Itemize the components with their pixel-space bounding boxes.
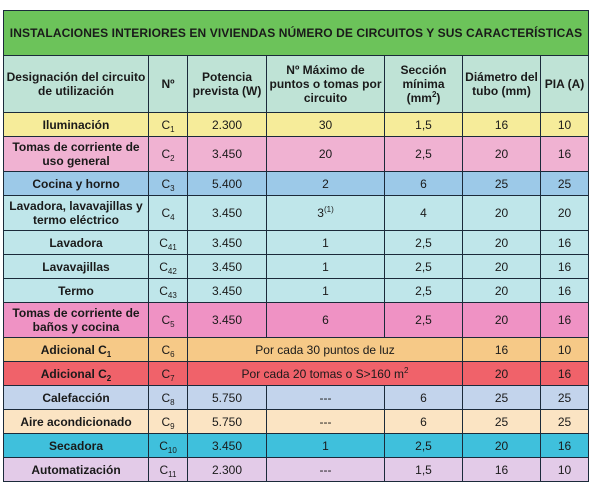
cell-puntos bbox=[267, 196, 385, 231]
cell-designacion bbox=[4, 410, 149, 434]
cell-puntos bbox=[267, 410, 385, 434]
cell-numero bbox=[149, 196, 188, 231]
seccion-value: 6 bbox=[420, 414, 427, 429]
cell-seccion bbox=[385, 386, 463, 410]
diametro-value: 16 bbox=[494, 462, 509, 477]
cell-pia bbox=[541, 279, 589, 303]
cell-merged bbox=[188, 362, 463, 386]
cell-merged bbox=[188, 338, 463, 362]
cell-numero bbox=[149, 434, 188, 458]
cell-pia bbox=[541, 458, 589, 482]
cell-pia bbox=[541, 338, 589, 362]
puntos-value: 30 bbox=[318, 117, 333, 132]
circuit-name: Cocina y horno bbox=[32, 176, 120, 191]
cell-designacion bbox=[4, 338, 149, 362]
circuit-code: C bbox=[159, 438, 168, 453]
pia-value: 20 bbox=[557, 206, 572, 220]
header-diametro: Diámetro del tubo (mm) bbox=[463, 56, 541, 113]
puntos-value: 20 bbox=[318, 147, 333, 161]
table-row bbox=[4, 172, 589, 196]
cell-diametro bbox=[463, 279, 541, 303]
potencia-value: 3.450 bbox=[211, 259, 243, 274]
seccion-value: 2,5 bbox=[415, 147, 432, 161]
header-pia: PIA (A) bbox=[541, 56, 589, 113]
circuit-name: Lavadora, lavavajillas y termo eléctrico bbox=[9, 199, 143, 227]
pia-value: 10 bbox=[557, 117, 572, 132]
header-potencia: Potencia prevista (W) bbox=[188, 56, 267, 113]
cell-designacion bbox=[4, 137, 149, 172]
cell-numero bbox=[149, 386, 188, 410]
puntos-value: 1 bbox=[322, 259, 329, 274]
cell-potencia bbox=[188, 410, 267, 434]
cell-pia bbox=[541, 362, 589, 386]
header-seccion-sup: 2 bbox=[431, 90, 437, 99]
circuit-code: C bbox=[159, 235, 168, 250]
circuit-name: Tomas de corriente de baños y cocina bbox=[12, 306, 140, 334]
puntos-value: 1 bbox=[322, 283, 329, 298]
diametro-value: 20 bbox=[494, 366, 509, 381]
cell-seccion bbox=[385, 137, 463, 172]
puntos-value: 6 bbox=[322, 313, 329, 327]
circuit-code: C bbox=[161, 176, 171, 191]
cell-diametro bbox=[463, 458, 541, 482]
pia-value: 10 bbox=[557, 342, 572, 357]
cell-designacion bbox=[4, 255, 149, 279]
cell-designacion bbox=[4, 231, 149, 255]
diametro-value: 25 bbox=[494, 176, 509, 191]
diametro-value: 20 bbox=[494, 259, 509, 274]
table-row bbox=[4, 279, 589, 303]
cell-pia bbox=[541, 303, 589, 338]
circuit-name: Tomas de corriente de uso general bbox=[12, 140, 140, 168]
header-puntos: Nº Máximo de puntos o tomas por circuito bbox=[267, 56, 385, 113]
pia-value: 16 bbox=[557, 313, 572, 327]
table-title: INSTALACIONES INTERIORES EN VIVIENDAS NÚMERO DE CIRCUITOS Y SUS CARACTERÍSTICAS bbox=[4, 11, 589, 56]
circuit-code: C bbox=[159, 259, 168, 274]
circuits-table bbox=[3, 10, 589, 482]
diametro-value: 20 bbox=[494, 283, 509, 298]
cell-seccion bbox=[385, 279, 463, 303]
cell-potencia bbox=[188, 231, 267, 255]
circuit-code-sub: 10 bbox=[167, 445, 177, 455]
puntos-value: 2 bbox=[322, 176, 329, 191]
cell-diametro bbox=[463, 196, 541, 231]
cell-potencia bbox=[188, 137, 267, 172]
potencia-value: 3.450 bbox=[211, 206, 243, 220]
cell-designacion bbox=[4, 279, 149, 303]
diametro-value: 16 bbox=[494, 342, 509, 357]
puntos-value: 1 bbox=[322, 235, 329, 250]
cell-numero bbox=[149, 113, 188, 137]
merged-text: Por cada 30 puntos de luz bbox=[255, 342, 395, 357]
circuit-code-sub: 1 bbox=[170, 124, 175, 134]
potencia-value: 5.750 bbox=[211, 390, 243, 405]
circuit-code: C bbox=[161, 342, 171, 357]
potencia-value: 3.450 bbox=[211, 313, 243, 327]
cell-puntos bbox=[267, 458, 385, 482]
circuit-code: C bbox=[161, 117, 171, 132]
diametro-value: 25 bbox=[494, 414, 509, 429]
seccion-value: 2,5 bbox=[415, 283, 432, 298]
diametro-value: 20 bbox=[494, 206, 509, 220]
cell-diametro bbox=[463, 338, 541, 362]
header-seccion-end: ) bbox=[436, 91, 441, 105]
cell-seccion bbox=[385, 113, 463, 137]
pia-value: 16 bbox=[557, 147, 572, 161]
cell-seccion bbox=[385, 303, 463, 338]
merged-text: Por cada 20 tomas o S>160 m bbox=[241, 366, 404, 381]
table-row bbox=[4, 386, 589, 410]
cell-potencia bbox=[188, 434, 267, 458]
circuit-code-sub: 43 bbox=[167, 290, 177, 300]
seccion-value: 2,5 bbox=[415, 235, 432, 250]
cell-designacion bbox=[4, 362, 149, 386]
pia-value: 16 bbox=[557, 366, 572, 381]
table-row bbox=[4, 137, 589, 172]
cell-diametro bbox=[463, 362, 541, 386]
cell-puntos bbox=[267, 303, 385, 338]
pia-value: 25 bbox=[557, 414, 572, 429]
circuit-code: C bbox=[161, 390, 171, 405]
pia-value: 16 bbox=[557, 283, 572, 298]
cell-designacion bbox=[4, 113, 149, 137]
header-seccion-text: Sección mínima (mm bbox=[400, 63, 447, 105]
cell-pia bbox=[541, 196, 589, 231]
cell-diametro bbox=[463, 137, 541, 172]
puntos-note: (1) bbox=[323, 205, 334, 214]
table-row bbox=[4, 113, 589, 137]
potencia-value: 3.450 bbox=[211, 283, 243, 298]
cell-designacion bbox=[4, 303, 149, 338]
diametro-value: 25 bbox=[494, 390, 509, 405]
seccion-value: 6 bbox=[420, 176, 427, 191]
circuit-name: Adicional C bbox=[40, 366, 107, 381]
seccion-value: 1,5 bbox=[415, 462, 432, 477]
cell-puntos bbox=[267, 231, 385, 255]
cell-seccion bbox=[385, 172, 463, 196]
header-row bbox=[4, 56, 589, 113]
cell-potencia bbox=[188, 279, 267, 303]
circuit-name: Automatización bbox=[31, 462, 121, 477]
cell-pia bbox=[541, 386, 589, 410]
pia-value: 25 bbox=[557, 390, 572, 405]
circuit-name: Secadora bbox=[48, 438, 104, 453]
cell-pia bbox=[541, 434, 589, 458]
pia-value: 16 bbox=[557, 235, 572, 250]
cell-designacion bbox=[4, 172, 149, 196]
cell-potencia bbox=[188, 303, 267, 338]
circuit-name-sub: 1 bbox=[106, 349, 112, 359]
puntos-value: 1 bbox=[322, 438, 329, 453]
merged-sup: 2 bbox=[403, 365, 409, 375]
cell-diametro bbox=[463, 255, 541, 279]
circuit-code-sub: 7 bbox=[170, 373, 175, 383]
cell-pia bbox=[541, 172, 589, 196]
table-row bbox=[4, 255, 589, 279]
cell-numero bbox=[149, 362, 188, 386]
diametro-value: 20 bbox=[494, 147, 509, 161]
circuit-code-sub: 41 bbox=[167, 242, 177, 252]
table-row bbox=[4, 196, 589, 231]
diametro-value: 20 bbox=[494, 438, 509, 453]
cell-puntos bbox=[267, 113, 385, 137]
circuit-code: C bbox=[161, 414, 171, 429]
circuit-name: Calefacción bbox=[42, 390, 110, 405]
cell-diametro bbox=[463, 386, 541, 410]
table-row bbox=[4, 410, 589, 434]
circuit-code-sub: 2 bbox=[170, 154, 175, 163]
cell-diametro bbox=[463, 410, 541, 434]
cell-numero bbox=[149, 137, 188, 172]
circuit-code-sub: 42 bbox=[167, 266, 177, 276]
circuit-name: Aire acondicionado bbox=[20, 414, 132, 429]
cell-puntos bbox=[267, 386, 385, 410]
cell-designacion bbox=[4, 196, 149, 231]
circuit-code-sub: 3 bbox=[170, 183, 175, 193]
pia-value: 16 bbox=[557, 438, 572, 453]
cell-seccion bbox=[385, 255, 463, 279]
cell-potencia bbox=[188, 172, 267, 196]
table-row bbox=[4, 458, 589, 482]
potencia-value: 3.450 bbox=[211, 235, 243, 250]
table-row bbox=[4, 231, 589, 255]
header-seccion bbox=[385, 56, 463, 113]
cell-designacion bbox=[4, 458, 149, 482]
cell-seccion bbox=[385, 231, 463, 255]
cell-puntos bbox=[267, 434, 385, 458]
diametro-value: 16 bbox=[494, 117, 509, 132]
cell-numero bbox=[149, 255, 188, 279]
cell-numero bbox=[149, 303, 188, 338]
table-row bbox=[4, 362, 589, 386]
circuit-code: C bbox=[161, 206, 171, 220]
cell-numero bbox=[149, 338, 188, 362]
cell-puntos bbox=[267, 172, 385, 196]
cell-potencia bbox=[188, 255, 267, 279]
cell-puntos bbox=[267, 255, 385, 279]
pia-value: 25 bbox=[557, 176, 572, 191]
seccion-value: 4 bbox=[420, 206, 427, 220]
circuit-code-sub: 5 bbox=[170, 320, 175, 329]
pia-value: 16 bbox=[557, 259, 572, 274]
table-body bbox=[4, 113, 589, 482]
cell-numero bbox=[149, 231, 188, 255]
puntos-value: --- bbox=[319, 390, 332, 405]
cell-potencia bbox=[188, 386, 267, 410]
cell-numero bbox=[149, 410, 188, 434]
seccion-value: 6 bbox=[420, 390, 427, 405]
circuit-code: C bbox=[159, 462, 169, 477]
seccion-value: 2,5 bbox=[415, 313, 432, 327]
cell-puntos bbox=[267, 137, 385, 172]
puntos-value: --- bbox=[319, 462, 332, 477]
circuit-name: Iluminación bbox=[42, 117, 110, 132]
cell-pia bbox=[541, 231, 589, 255]
cell-seccion bbox=[385, 458, 463, 482]
cell-diametro bbox=[463, 434, 541, 458]
circuit-code-sub: 4 bbox=[170, 213, 175, 222]
circuit-code: C bbox=[161, 366, 171, 381]
diametro-value: 20 bbox=[494, 313, 509, 327]
cell-numero bbox=[149, 458, 188, 482]
cell-potencia bbox=[188, 196, 267, 231]
puntos-value: --- bbox=[319, 414, 332, 429]
puntos-value: 3 bbox=[317, 206, 324, 220]
cell-numero bbox=[149, 279, 188, 303]
table-row bbox=[4, 434, 589, 458]
seccion-value: 2,5 bbox=[415, 438, 432, 453]
table-row bbox=[4, 303, 589, 338]
circuit-code: C bbox=[159, 283, 168, 298]
cell-diametro bbox=[463, 113, 541, 137]
cell-potencia bbox=[188, 458, 267, 482]
cell-diametro bbox=[463, 231, 541, 255]
seccion-value: 1,5 bbox=[415, 117, 432, 132]
potencia-value: 5.400 bbox=[211, 176, 243, 191]
table-row bbox=[4, 338, 589, 362]
cell-pia bbox=[541, 410, 589, 434]
header-numero: Nº bbox=[149, 56, 188, 113]
header-designacion: Designación del circuito de utilización bbox=[4, 56, 149, 113]
potencia-value: 2.300 bbox=[211, 117, 243, 132]
potencia-value: 5.750 bbox=[211, 414, 243, 429]
circuit-name: Adicional C bbox=[40, 342, 107, 357]
potencia-value: 3.450 bbox=[211, 438, 243, 453]
cell-diametro bbox=[463, 303, 541, 338]
circuit-name: Lavadora bbox=[49, 235, 103, 250]
circuit-name: Termo bbox=[58, 283, 94, 298]
cell-potencia bbox=[188, 113, 267, 137]
circuit-name: Lavavajillas bbox=[42, 259, 110, 274]
circuit-code-sub: 6 bbox=[170, 349, 175, 359]
pia-value: 10 bbox=[557, 462, 572, 477]
cell-numero bbox=[149, 172, 188, 196]
circuit-code: C bbox=[161, 313, 171, 327]
circuit-code-sub: 11 bbox=[168, 469, 177, 479]
circuit-name-sub: 2 bbox=[106, 373, 112, 383]
cell-designacion bbox=[4, 386, 149, 410]
cell-seccion bbox=[385, 410, 463, 434]
diametro-value: 20 bbox=[494, 235, 509, 250]
circuit-code-sub: 8 bbox=[170, 397, 175, 407]
cell-pia bbox=[541, 255, 589, 279]
cell-puntos bbox=[267, 279, 385, 303]
cell-designacion bbox=[4, 434, 149, 458]
potencia-value: 2.300 bbox=[211, 462, 243, 477]
potencia-value: 3.450 bbox=[211, 147, 243, 161]
circuit-code: C bbox=[161, 147, 171, 161]
circuit-code-sub: 9 bbox=[170, 421, 175, 431]
seccion-value: 2,5 bbox=[415, 259, 432, 274]
cell-diametro bbox=[463, 172, 541, 196]
cell-pia bbox=[541, 137, 589, 172]
cell-seccion bbox=[385, 434, 463, 458]
cell-pia bbox=[541, 113, 589, 137]
cell-seccion bbox=[385, 196, 463, 231]
